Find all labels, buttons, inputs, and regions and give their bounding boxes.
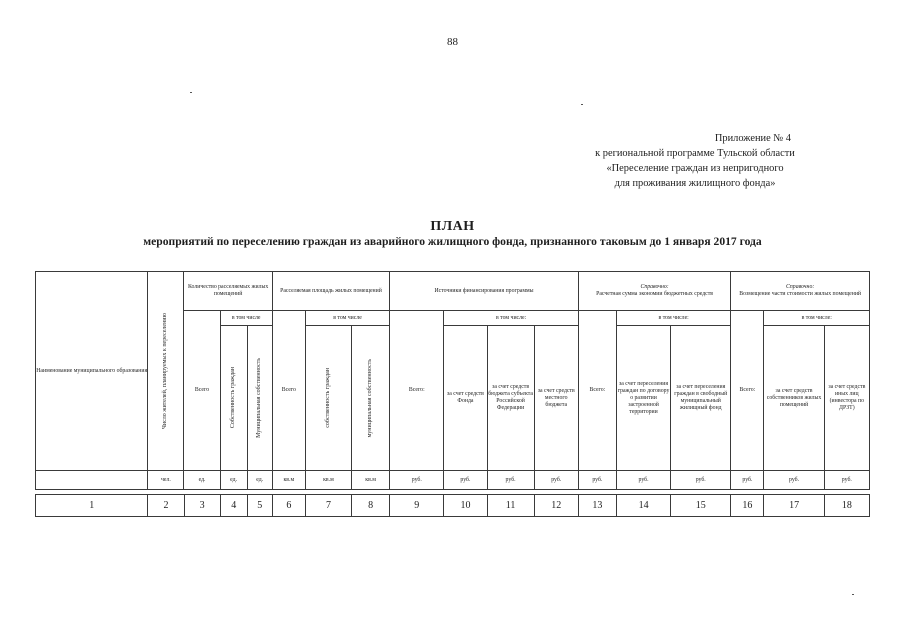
unit-cell <box>36 471 148 490</box>
header-reimbursement-others: за счет средств иных лиц (инвестора по ДРЗТ) <box>824 326 869 471</box>
header-local-budget: за счет средств местного бюджета <box>534 326 578 471</box>
appendix-line-3: «Переселение граждан из непригодного <box>606 163 784 174</box>
header-subject-budget: за счет средств бюджета субъекта Российской Федерации <box>487 326 534 471</box>
document-subtitle: мероприятий по переселению граждан из аварийного жилищного фонда, признанного таковым до 1 января 2017 года <box>143 235 762 248</box>
column-number-cell: 14 <box>616 495 670 517</box>
column-number-cell: 13 <box>578 495 616 517</box>
appendix-line-4: для проживания жилищного фонда» <box>614 178 776 189</box>
header-premises-total: Всего <box>184 311 220 471</box>
header-savings-free: за счет переселения граждан в свободный муниципальный жилищный фонд <box>671 326 731 471</box>
document-title: ПЛАН <box>430 219 475 234</box>
appendix-note <box>565 131 825 191</box>
column-number-cell: 8 <box>352 495 390 517</box>
header-fund: за счет средств Фонда <box>444 326 487 471</box>
column-number-cell: 7 <box>305 495 351 517</box>
header-area-group: Расселяемая площадь жилых помещений <box>272 272 389 311</box>
unit-cell: ед. <box>220 471 247 490</box>
header-reimbursement-group: Справочно: Возмещение части стоимости жилых помещений <box>731 272 870 311</box>
column-number-cell: 10 <box>444 495 487 517</box>
column-number-cell: 11 <box>487 495 534 517</box>
unit-cell: руб. <box>671 471 731 490</box>
column-number-cell: 3 <box>184 495 220 517</box>
column-number-cell: 15 <box>671 495 731 517</box>
column-number-cell: 5 <box>247 495 272 517</box>
header-reimbursement-total: Всего: <box>731 311 764 471</box>
header-owned-municipal: Муниципальная собственность <box>247 326 272 471</box>
header-owned-citizens: Собственность граждан <box>220 326 247 471</box>
unit-cell: руб. <box>390 471 444 490</box>
plan-table <box>35 271 870 490</box>
unit-cell: ед. <box>247 471 272 490</box>
unit-cell: руб. <box>578 471 616 490</box>
header-funding-total: Всего: <box>390 311 444 471</box>
unit-cell: ед. <box>184 471 220 490</box>
unit-cell: кв.м <box>272 471 305 490</box>
unit-cell: кв.м <box>305 471 351 490</box>
header-reimbursement-incl: в том числе: <box>764 311 870 326</box>
unit-cell: руб. <box>487 471 534 490</box>
header-funding-group: Источники финансирования программы <box>390 272 579 311</box>
unit-cell: кв.м <box>352 471 390 490</box>
column-number-cell: 6 <box>272 495 305 517</box>
page-number: 88 <box>447 36 458 48</box>
column-number-cell: 17 <box>764 495 824 517</box>
scan-speck <box>190 92 192 93</box>
header-residents: Число жителей, планируемых к переселению <box>148 272 184 471</box>
header-premises-incl: в том числе <box>220 311 272 326</box>
column-number-cell: 12 <box>534 495 578 517</box>
header-municipality: Наименование муниципального образования <box>36 272 148 471</box>
column-number-cell: 1 <box>36 495 148 517</box>
column-number-cell: 9 <box>390 495 444 517</box>
units-row <box>36 471 870 490</box>
header-reimbursement-owners: за счет средств собственников жилых помещений <box>764 326 824 471</box>
header-funding-incl: в том числе: <box>444 311 578 326</box>
scan-speck <box>581 104 583 105</box>
column-numbers-row <box>36 495 870 517</box>
header-area-municipal: муниципальная собственность <box>352 326 390 471</box>
unit-cell: руб. <box>731 471 764 490</box>
header-area-incl: в том числе <box>305 311 389 326</box>
column-number-cell: 16 <box>731 495 764 517</box>
column-number-cell: 18 <box>824 495 869 517</box>
header-savings-incl: в том числе: <box>616 311 730 326</box>
appendix-line-1: Приложение № 4 <box>714 133 791 144</box>
unit-cell: руб. <box>444 471 487 490</box>
column-number-cell: 2 <box>148 495 184 517</box>
header-area-citizens: собственность граждан <box>305 326 351 471</box>
unit-cell: руб. <box>824 471 869 490</box>
column-numbers-table <box>35 494 870 517</box>
header-savings-contract: за счет переселения граждан по договору о развитии застроенной территории <box>616 326 670 471</box>
column-number-cell: 4 <box>220 495 247 517</box>
header-premises-group: Количество расселяемых жилых помещений <box>184 272 272 311</box>
header-savings-total: Всего: <box>578 311 616 471</box>
unit-cell: чел. <box>148 471 184 490</box>
header-savings-group: Справочно: Расчетная сумма экономии бюджетных средств <box>578 272 731 311</box>
unit-cell: руб. <box>764 471 824 490</box>
header-area-total: Всего <box>272 311 305 471</box>
appendix-line-2: к региональной программе Тульской области <box>595 148 795 159</box>
unit-cell: руб. <box>534 471 578 490</box>
unit-cell: руб. <box>616 471 670 490</box>
scan-speck <box>852 594 854 595</box>
